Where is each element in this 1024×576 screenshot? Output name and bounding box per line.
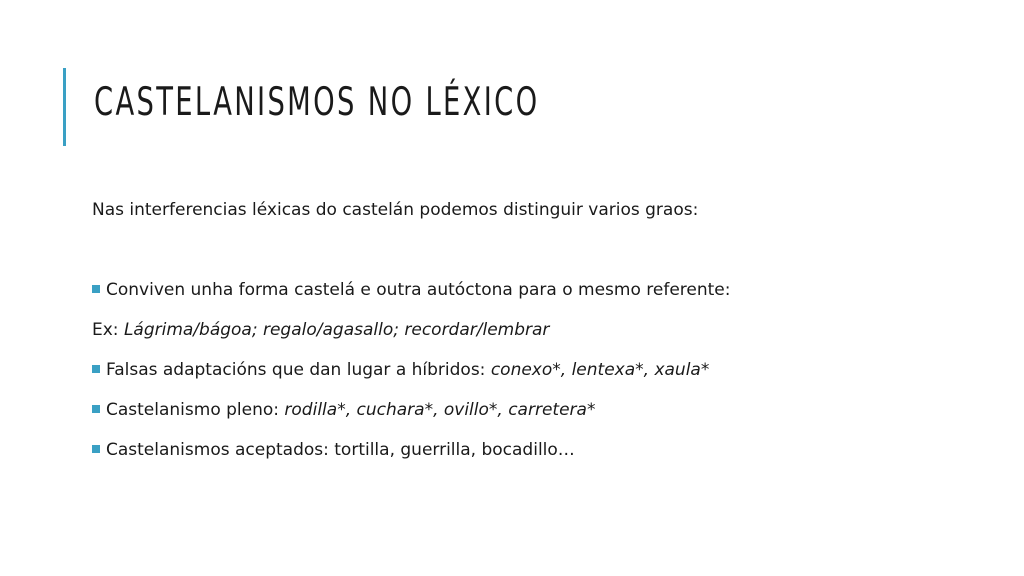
square-bullet-icon	[92, 365, 100, 373]
bullet-item-4	[92, 440, 575, 460]
square-bullet-icon	[92, 285, 100, 293]
bullet-item-3	[92, 400, 595, 420]
square-bullet-icon	[92, 405, 100, 413]
example-text: Lágrima/bágoa; regalo/agasallo; recordar/lembrar	[123, 320, 550, 340]
example-line	[92, 320, 549, 340]
bullet-item-4-text: Castelanismos aceptados: tortilla, guerrilla, bocadillo…	[106, 440, 575, 460]
bullet-item-3-examples: rodilla*, cuchara*, ovillo*, carretera*	[284, 400, 596, 420]
bullet-item-2-examples: conexo*, lentexa*, xaula*	[490, 360, 710, 380]
bullet-item-2-text: Falsas adaptacións que dan lugar a híbridos:	[106, 360, 491, 380]
example-prefix: Ex:	[92, 320, 124, 340]
bullet-item-1	[92, 280, 730, 300]
intro-text: Nas interferencias léxicas do castelán podemos distinguir varios graos:	[92, 200, 699, 220]
slide-title: CASTELANISMOS NO LÉXICO	[94, 80, 540, 125]
title-accent-bar	[63, 68, 66, 146]
bullet-item-1-text: Conviven unha forma castelá e outra autóctona para o mesmo referente:	[106, 280, 731, 300]
bullet-item-2	[92, 360, 709, 380]
square-bullet-icon	[92, 445, 100, 453]
bullet-item-3-text: Castelanismo pleno:	[106, 400, 285, 420]
